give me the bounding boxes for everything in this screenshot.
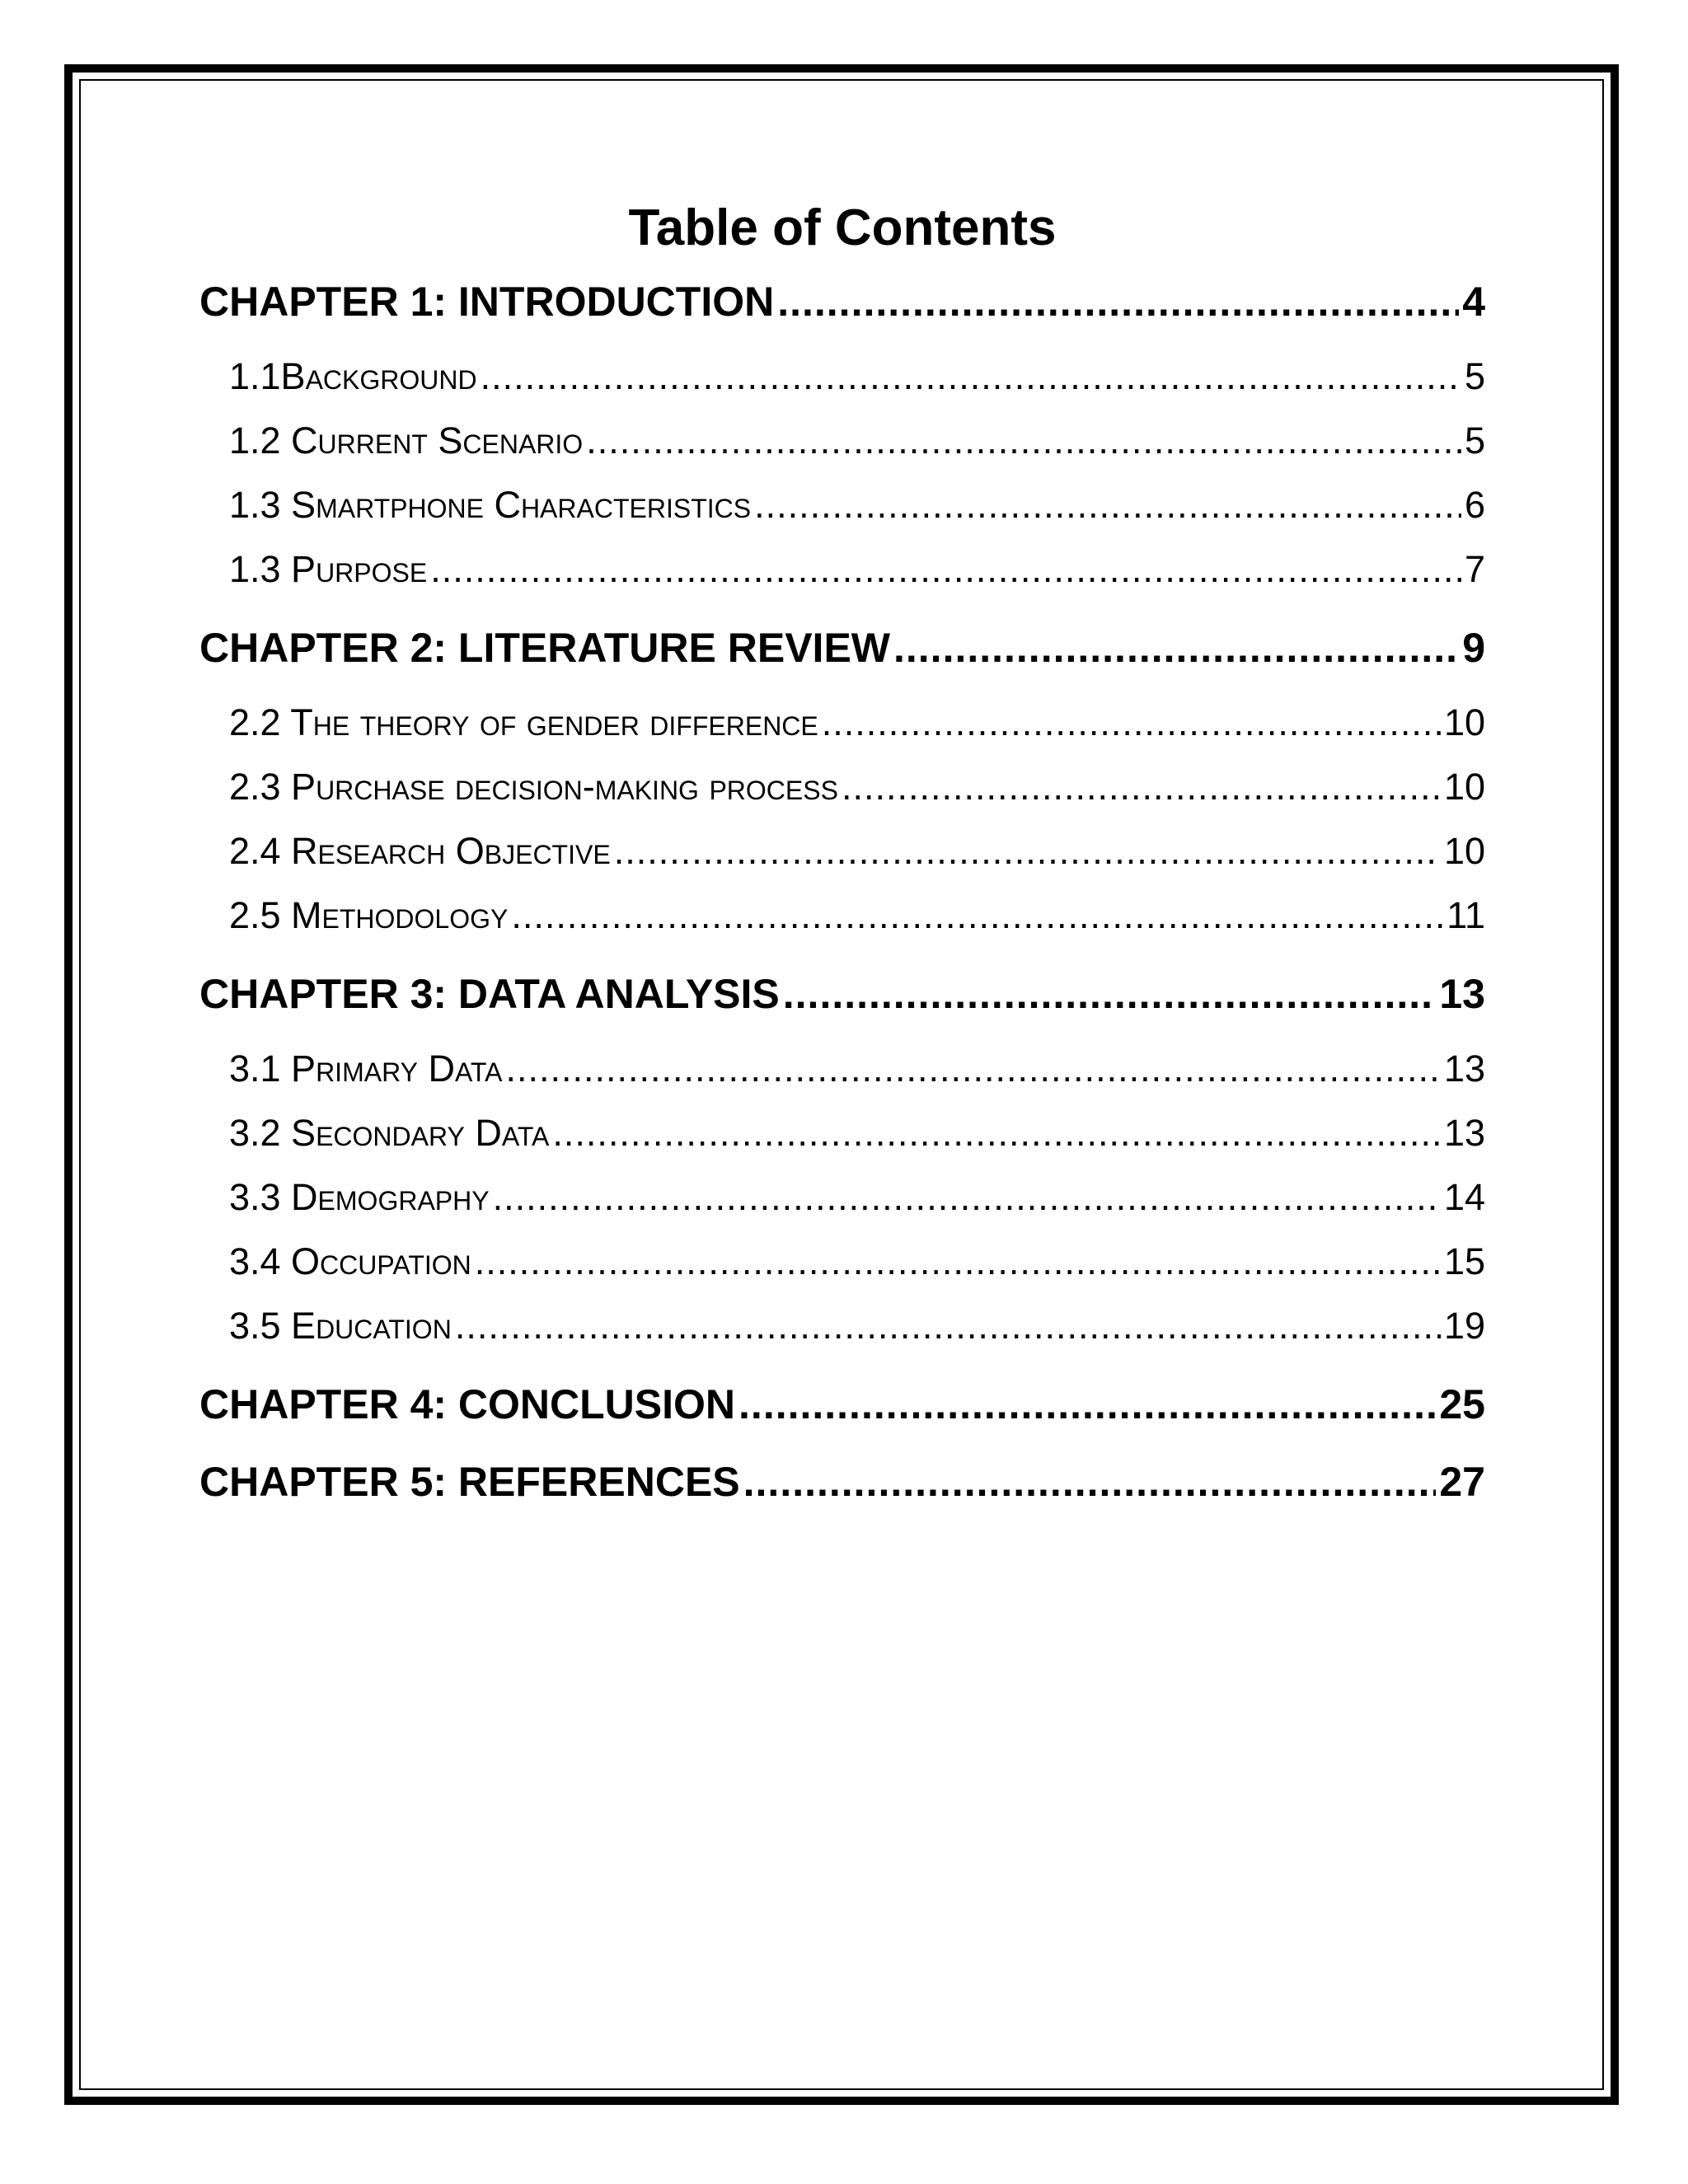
toc-page-number: 6 [1464,484,1485,527]
toc-chapter-label: CHAPTER 1: INTRODUCTION [199,279,775,326]
toc-page-number: 9 [1462,625,1485,672]
toc-page-number: 5 [1464,355,1485,398]
toc-page-number: 10 [1443,766,1485,808]
toc-title: Table of Contents [628,199,1057,256]
dot-leader [481,354,1461,399]
toc-section-label: 1.3 Smartphone Characteristics [229,484,752,527]
toc-section-3-2[interactable] [229,1111,1485,1155]
toc-page-number: 13 [1443,1112,1485,1155]
toc-chapter-5[interactable] [199,1457,1485,1507]
toc-page-number: 10 [1443,701,1485,744]
toc-page-number: 15 [1443,1240,1485,1283]
dot-leader [754,483,1461,527]
toc-page-number: 11 [1447,894,1485,937]
toc-chapter-4[interactable] [199,1380,1485,1429]
toc-section-1-3[interactable] [229,483,1485,527]
dot-leader [822,701,1441,745]
toc-section-2-4[interactable] [229,829,1485,874]
toc-section-label: 3.2 Secondary Data [229,1112,550,1155]
toc-section-label: 1.2 Current Scenario [229,419,584,462]
dot-leader [777,277,1459,326]
dot-leader [455,1304,1441,1348]
toc-section-1-2[interactable] [229,419,1485,463]
dot-leader [893,623,1459,673]
toc-section-label: 1.1Background [229,355,477,398]
dot-leader [552,1111,1441,1155]
toc-page-number: 10 [1443,830,1485,873]
toc-page-number: 7 [1464,548,1485,591]
toc-section-1-1[interactable] [229,354,1485,399]
dot-leader [493,1175,1441,1220]
toc-section-2-2[interactable] [229,701,1485,745]
toc-section-2-5[interactable] [229,893,1485,938]
toc-page-number: 5 [1464,419,1485,462]
dot-leader [475,1240,1441,1284]
toc-section-3-3[interactable] [229,1175,1485,1220]
toc-section-label: 2.5 Methodology [229,894,509,937]
toc-chapter-label: CHAPTER 5: REFERENCES [199,1459,740,1506]
toc-page-number: 13 [1439,971,1485,1018]
dot-leader [511,893,1443,938]
toc-content [199,198,1485,1535]
toc-section-label: 2.4 Research Objective [229,830,611,873]
toc-chapter-2[interactable] [199,623,1485,673]
toc-section-label: 3.1 Primary Data [229,1047,503,1090]
toc-section-label: 2.3 Purchase decision-making process [229,766,838,808]
toc-section-label: 2.2 The theory of gender difference [229,701,818,744]
toc-page-number: 27 [1439,1459,1485,1506]
toc-page-number: 19 [1443,1305,1485,1347]
toc-chapter-label: CHAPTER 4: CONCLUSION [199,1381,736,1428]
toc-chapter-label: CHAPTER 3: DATA ANALYSIS [199,971,780,1018]
toc-section-label: 3.4 Occupation [229,1240,471,1283]
toc-page-number: 4 [1462,279,1485,326]
toc-section-label: 3.3 Demography [229,1176,490,1219]
toc-section-label: 1.3 Purpose [229,548,428,591]
dot-leader [586,419,1461,463]
dot-leader [430,547,1461,592]
toc-section-1-3-purpose[interactable] [229,547,1485,592]
toc-page-number: 25 [1439,1381,1485,1428]
toc-section-3-4[interactable] [229,1240,1485,1284]
toc-chapter-3[interactable] [199,969,1485,1019]
toc-chapter-1[interactable] [199,277,1485,326]
dot-leader [783,969,1437,1019]
dot-leader [738,1380,1436,1429]
dot-leader [614,829,1441,874]
toc-section-3-1[interactable] [229,1047,1485,1091]
toc-section-label: 3.5 Education [229,1305,452,1347]
dot-leader [743,1457,1437,1507]
toc-section-3-5[interactable] [229,1304,1485,1348]
toc-page-number: 14 [1443,1176,1485,1219]
dot-leader [505,1047,1441,1091]
toc-page-number: 13 [1443,1047,1485,1090]
toc-section-2-3[interactable] [229,765,1485,809]
dot-leader [842,765,1441,809]
toc-chapter-label: CHAPTER 2: LITERATURE REVIEW [199,625,890,672]
